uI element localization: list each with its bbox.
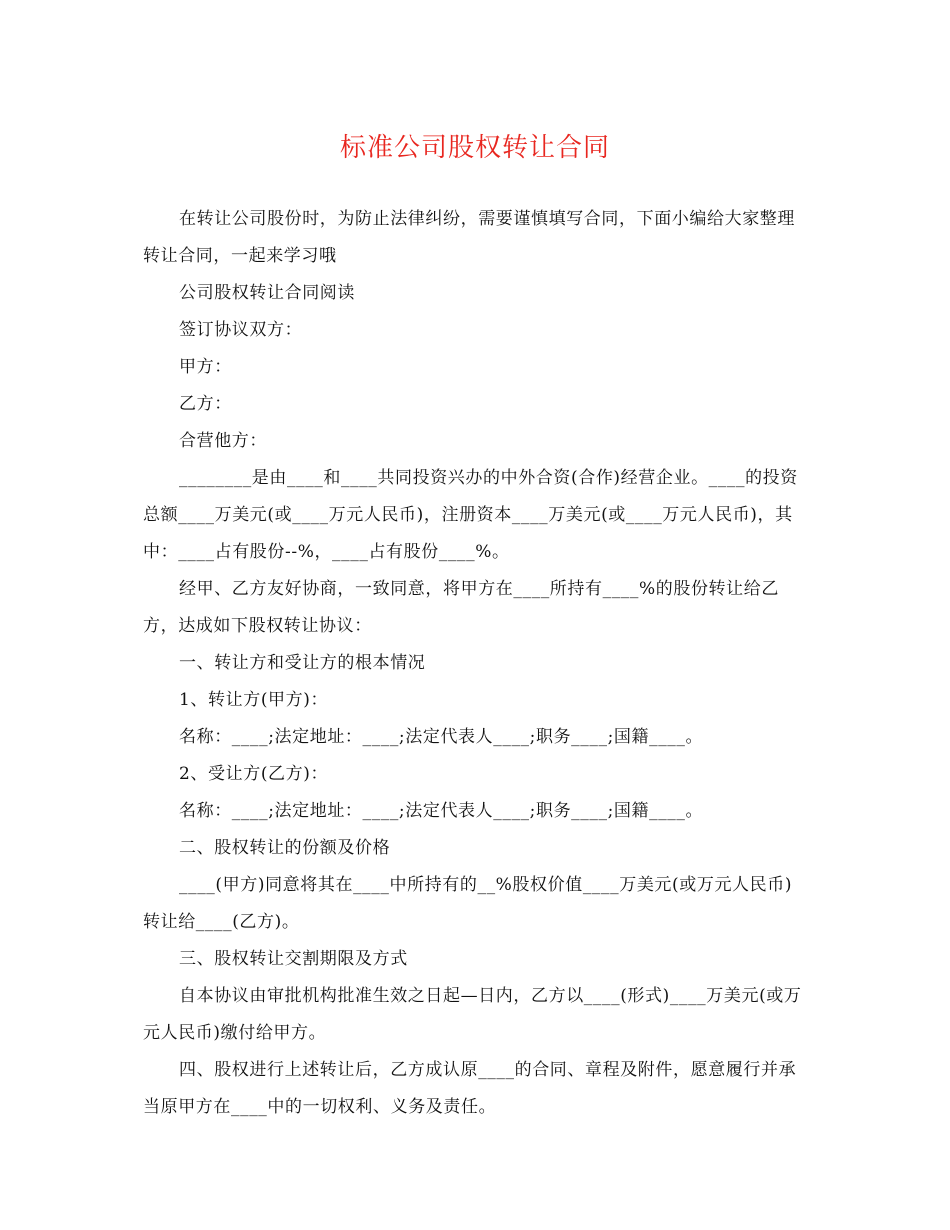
contract-heading: 公司股权转让合同阅读 [179,283,355,303]
parties-label: 签订协议双方： [179,320,303,340]
document-body [143,201,805,1126]
party-b-label: 乙方： [179,394,232,414]
section-3-heading: 三、股权转让交割期限及方式 [179,949,408,969]
payment-paragraph: 自本协议由审批机构批准生效之日起—日内，乙方以____(形式)____万美元(或万元人民币)缴付给甲方。 [143,986,802,1043]
agreement-paragraph: 经甲、乙方友好协商，一致同意，将甲方在____所持有____%的股份转让给乙方，达成如下股权转让协议： [143,579,779,636]
transferee-details: 名称：____;法定地址：____;法定代表人____;职务____;国籍____。 [179,801,704,821]
party-a-label: 甲方： [179,357,232,377]
section-4-paragraph: 四、股权进行上述转让后，乙方成认原____的合同、章程及附件，愿意履行并承当原甲方在____中的一切权利、义务及责任。 [143,1060,797,1117]
other-party-label: 合营他方： [179,431,267,451]
document-title: 标准公司股权转让合同 [339,133,610,163]
section-2-heading: 二、股权转让的份额及价格 [179,838,391,858]
transferee-label: 2、受让方(乙方)： [179,764,329,784]
transferor-label: 1、转让方(甲方)： [179,690,329,710]
enterprise-paragraph: ________是由____和____共同投资兴办的中外合资(合作)经营企业。____的投资总额____万美元(或____万元人民币)，注册资本____万美元(或____万元人民币)，其中：____占有股份--%，____占有股份____%。 [143,468,798,562]
intro-paragraph: 在转让公司股份时，为防止法律纠纷，需要谨慎填写合同，下面小编给大家整理转让合同，一起来学习哦 [143,209,795,266]
section-1-heading: 一、转让方和受让方的根本情况 [179,653,426,673]
share-price-paragraph: ____(甲方)同意将其在____中所持有的__%股权价值____万美元(或万元人民币)转让给____(乙方)。 [143,875,793,932]
transferor-details: 名称：____;法定地址：____;法定代表人____;职务____;国籍____。 [179,727,704,747]
